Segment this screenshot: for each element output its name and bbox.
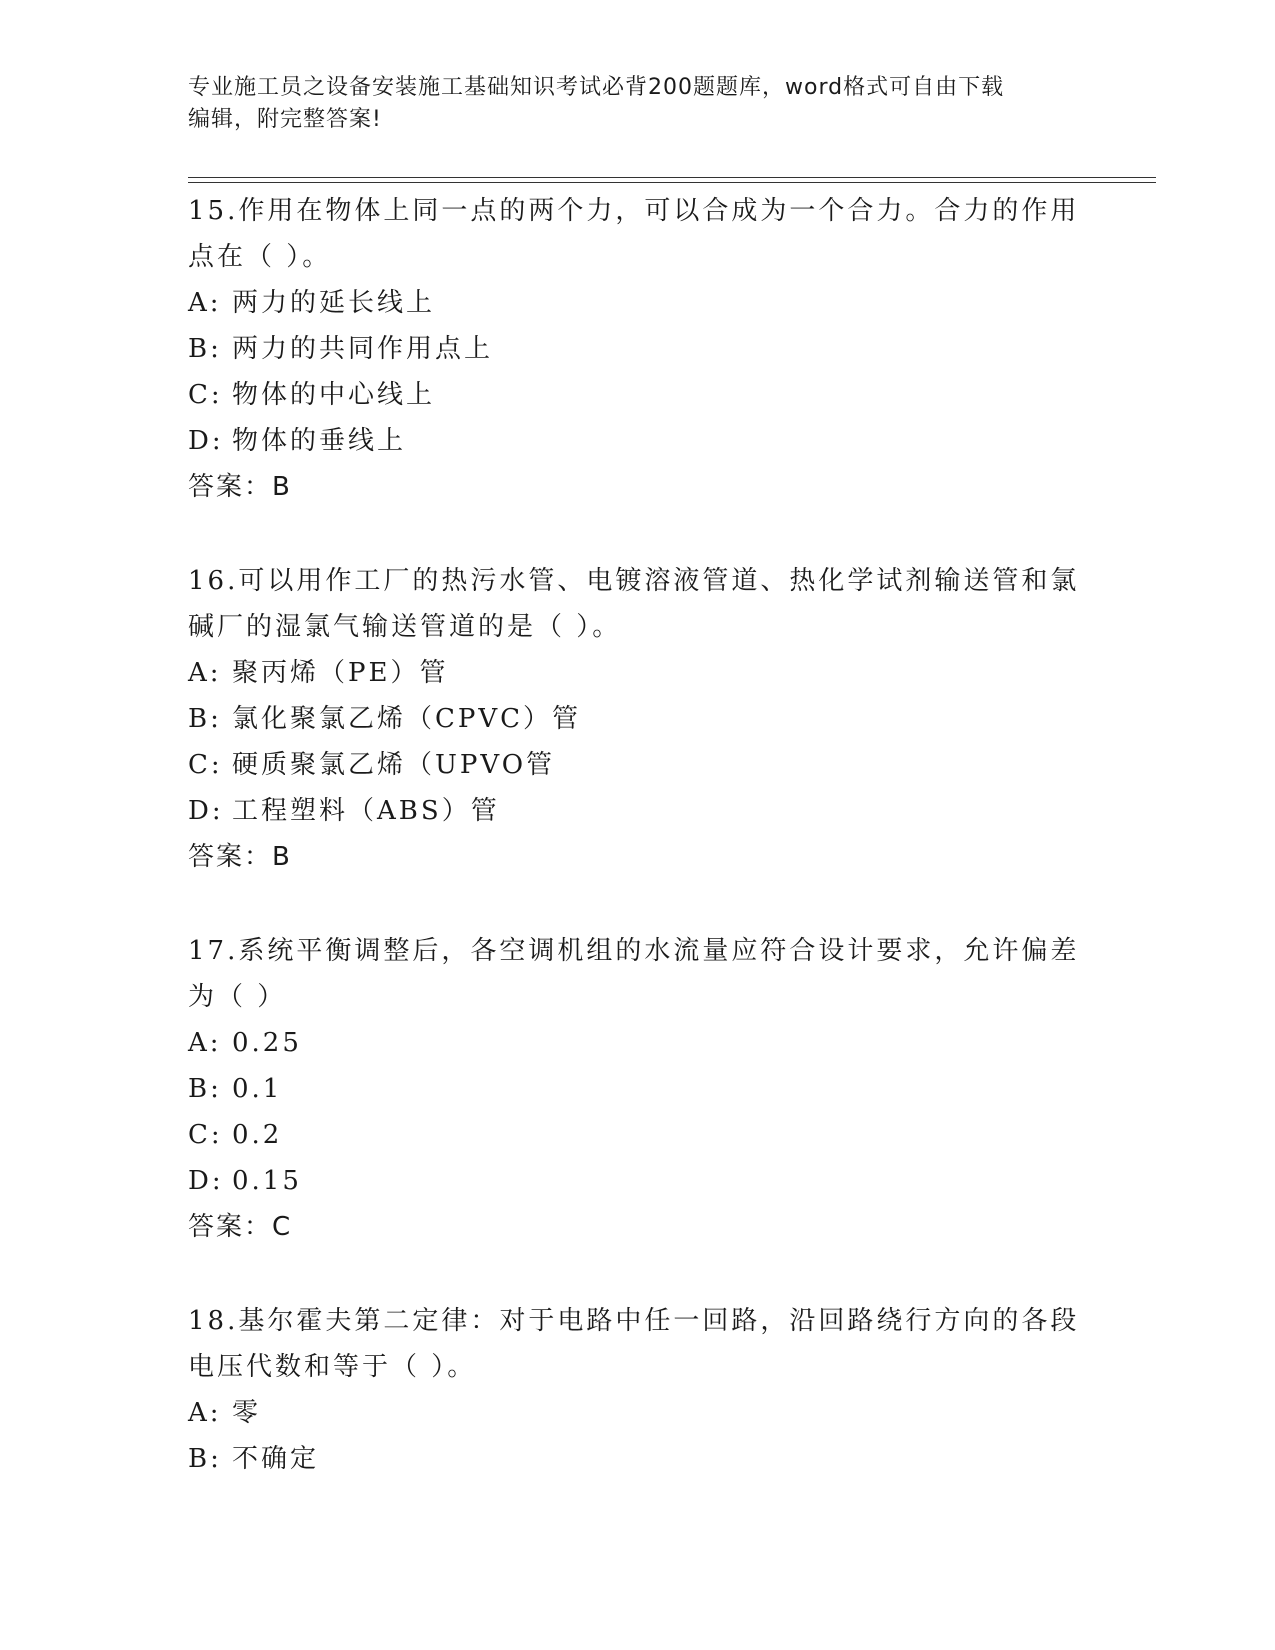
option-letter: A: (188, 1398, 222, 1428)
document-header (188, 72, 1088, 136)
option-letter: D: (188, 796, 224, 826)
option-text: 物体的垂线上 (232, 426, 407, 456)
option-letter: D: (188, 1166, 224, 1196)
option-letter: A: (188, 288, 222, 318)
question-stem-line: 为（ ） (188, 982, 287, 1012)
option-a (188, 650, 1088, 696)
option-text: 0.2 (232, 1120, 283, 1150)
question-list (188, 188, 1088, 1530)
option-text: 两力的延长线上 (232, 288, 436, 318)
option-text: 氯化聚氯乙烯（CPVC）管 (232, 704, 582, 734)
answer-line: 答案：C (188, 1212, 293, 1242)
option-b (188, 1436, 1088, 1482)
question-stem-line: 电压代数和等于（ ）。 (188, 1352, 477, 1382)
option-b (188, 696, 1088, 742)
question-stem-line: 点在（ ）。 (188, 242, 332, 272)
option-letter: B: (188, 334, 222, 364)
header-line-2: 编辑，附完整答案! (188, 107, 382, 132)
option-b (188, 326, 1088, 372)
option-a (188, 1020, 1088, 1066)
answer-line: 答案：B (188, 842, 292, 872)
option-text: 物体的中心线上 (232, 380, 436, 410)
option-letter: A: (188, 658, 222, 688)
question-stem-line: 16.可以用作工厂的热污水管、电镀溶液管道、热化学试剂输送管和氯 (188, 566, 1080, 596)
option-letter: A: (188, 1028, 222, 1058)
option-text: 硬质聚氯乙烯（UPVO管 (232, 750, 556, 780)
option-c (188, 742, 1088, 788)
question-stem-line: 18.基尔霍夫第二定律：对于电路中任一回路，沿回路绕行方向的各段 (188, 1306, 1080, 1336)
option-letter: C: (188, 380, 223, 410)
option-text: 工程塑料（ABS）管 (232, 796, 500, 826)
question-stem-line: 碱厂的湿氯气输送管道的是（ ）。 (188, 612, 622, 642)
option-a (188, 280, 1088, 326)
option-letter: C: (188, 1120, 223, 1150)
option-c (188, 372, 1088, 418)
option-text: 不确定 (232, 1444, 320, 1474)
option-text: 0.1 (232, 1074, 283, 1104)
option-c (188, 1112, 1088, 1158)
header-divider-top (188, 177, 1156, 178)
answer-line: 答案：B (188, 472, 292, 502)
option-d (188, 1158, 1088, 1204)
option-b (188, 1066, 1088, 1112)
option-a (188, 1390, 1088, 1436)
option-letter: D: (188, 426, 224, 456)
option-text: 0.25 (232, 1028, 302, 1058)
option-letter: C: (188, 750, 223, 780)
option-text: 两力的共同作用点上 (232, 334, 494, 364)
option-letter: B: (188, 1444, 222, 1474)
option-d (188, 418, 1088, 464)
option-letter: B: (188, 704, 222, 734)
question-18 (188, 1298, 1088, 1482)
question-16 (188, 558, 1088, 880)
question-15 (188, 188, 1088, 510)
header-divider-bottom (188, 182, 1156, 183)
option-letter: B: (188, 1074, 222, 1104)
question-stem-line: 15.作用在物体上同一点的两个力，可以合成为一个合力。合力的作用 (188, 196, 1080, 226)
option-text: 零 (232, 1398, 262, 1428)
option-d (188, 788, 1088, 834)
option-text: 0.15 (232, 1166, 302, 1196)
option-text: 聚丙烯（PE）管 (232, 658, 449, 688)
header-line-1: 专业施工员之设备安装施工基础知识考试必背200题题库，word格式可自由下载 (188, 75, 1005, 100)
question-17 (188, 928, 1088, 1250)
question-stem-line: 17.系统平衡调整后，各空调机组的水流量应符合设计要求，允许偏差 (188, 936, 1080, 966)
